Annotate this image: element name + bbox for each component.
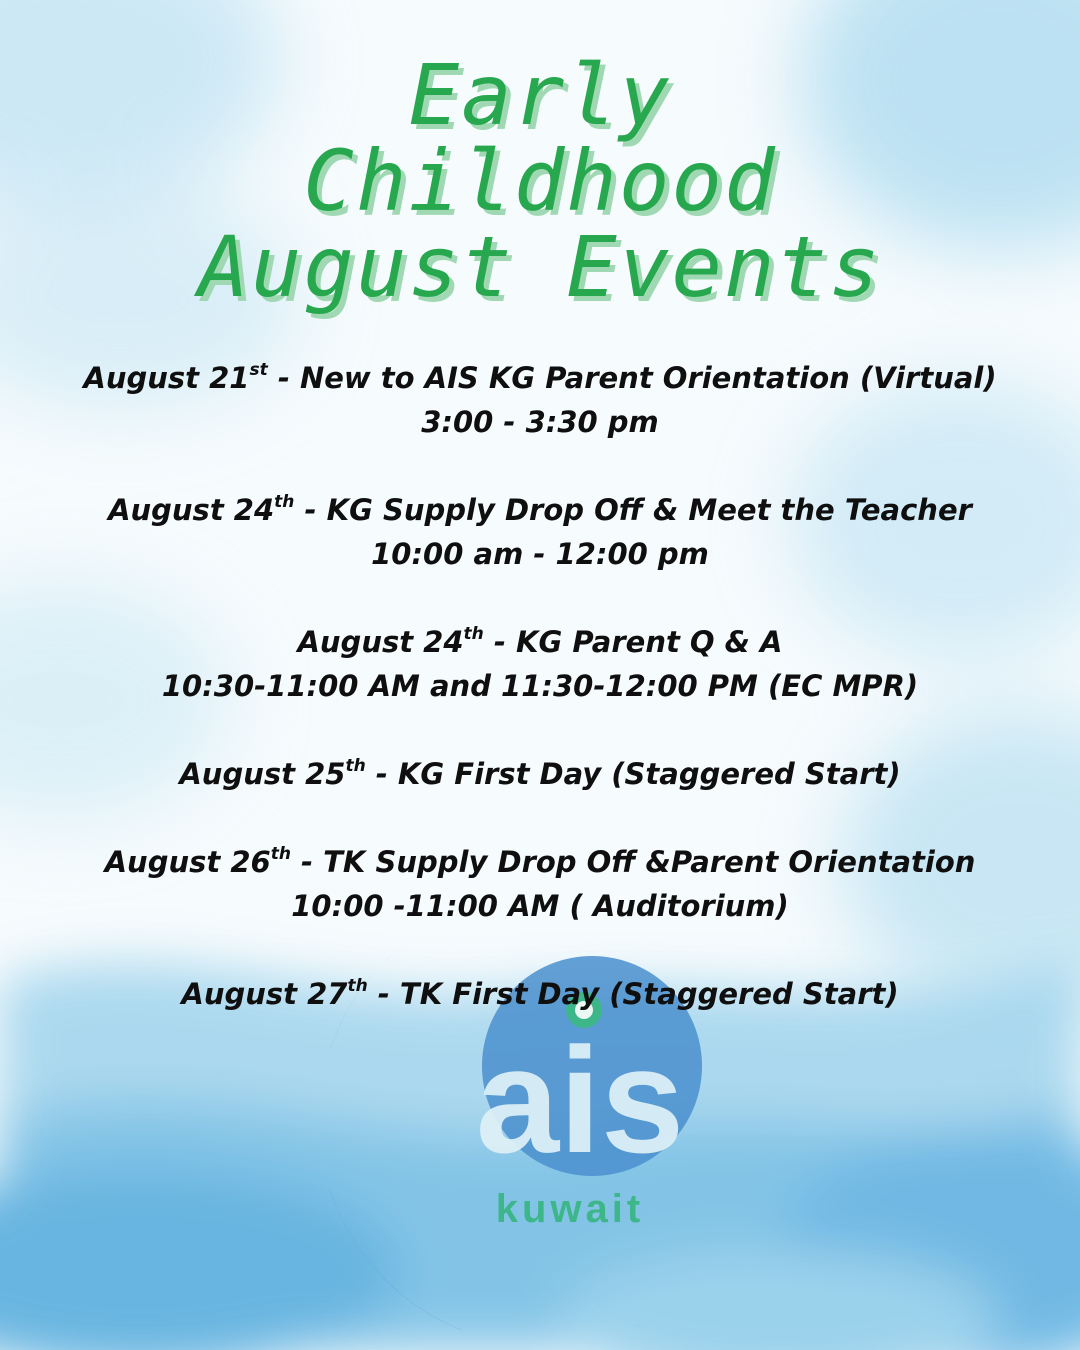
event-time: 10:00 -11:00 AM ( Auditorium) (291, 889, 789, 923)
event-description: - New to AIS KG Parent Orientation (Virtual) (267, 361, 997, 395)
event-description: - KG Supply Drop Off & Meet the Teacher (294, 493, 972, 527)
date-suffix: th (270, 844, 291, 865)
event-heading (20, 488, 1060, 532)
event-heading (20, 620, 1060, 664)
event-description: - KG First Day (Staggered Start) (365, 757, 901, 791)
event-heading (20, 356, 1060, 400)
event-item (20, 972, 1060, 1016)
event-date: August 21 (83, 361, 250, 395)
event-date: August 24 (297, 625, 464, 659)
event-heading (20, 972, 1060, 1016)
date-suffix: th (463, 624, 484, 645)
page-title (0, 46, 1080, 316)
date-suffix: th (347, 976, 368, 997)
event-item (20, 840, 1060, 928)
title-line-3: August Events (198, 218, 882, 316)
event-date: August 26 (104, 845, 271, 879)
event-time: 10:30-11:00 AM and 11:30-12:00 PM (EC MPR) (161, 669, 919, 703)
event-heading (20, 752, 1060, 796)
event-item (20, 752, 1060, 796)
date-suffix: st (249, 360, 268, 381)
event-item (20, 620, 1060, 708)
event-item (20, 356, 1060, 444)
event-description: - KG Parent Q & A (483, 625, 783, 659)
date-suffix: th (274, 492, 295, 513)
date-suffix: th (345, 756, 366, 777)
logo-place: kuwait (495, 1187, 645, 1231)
event-time: 10:00 am - 12:00 pm (371, 537, 709, 571)
event-description: - TK Supply Drop Off &Parent Orientation (290, 845, 976, 879)
event-time: 3:00 - 3:30 pm (421, 405, 659, 439)
title-line-2: Childhood (303, 132, 777, 230)
event-item (20, 488, 1060, 576)
event-date: August 27 (181, 977, 348, 1011)
event-description: - TK First Day (Staggered Start) (367, 977, 899, 1011)
events-list (20, 356, 1060, 1060)
event-date: August 24 (108, 493, 275, 527)
logo-letters: ais (475, 1016, 685, 1184)
title-line-1: Early (408, 46, 672, 144)
event-heading (20, 840, 1060, 884)
event-date: August 25 (179, 757, 346, 791)
